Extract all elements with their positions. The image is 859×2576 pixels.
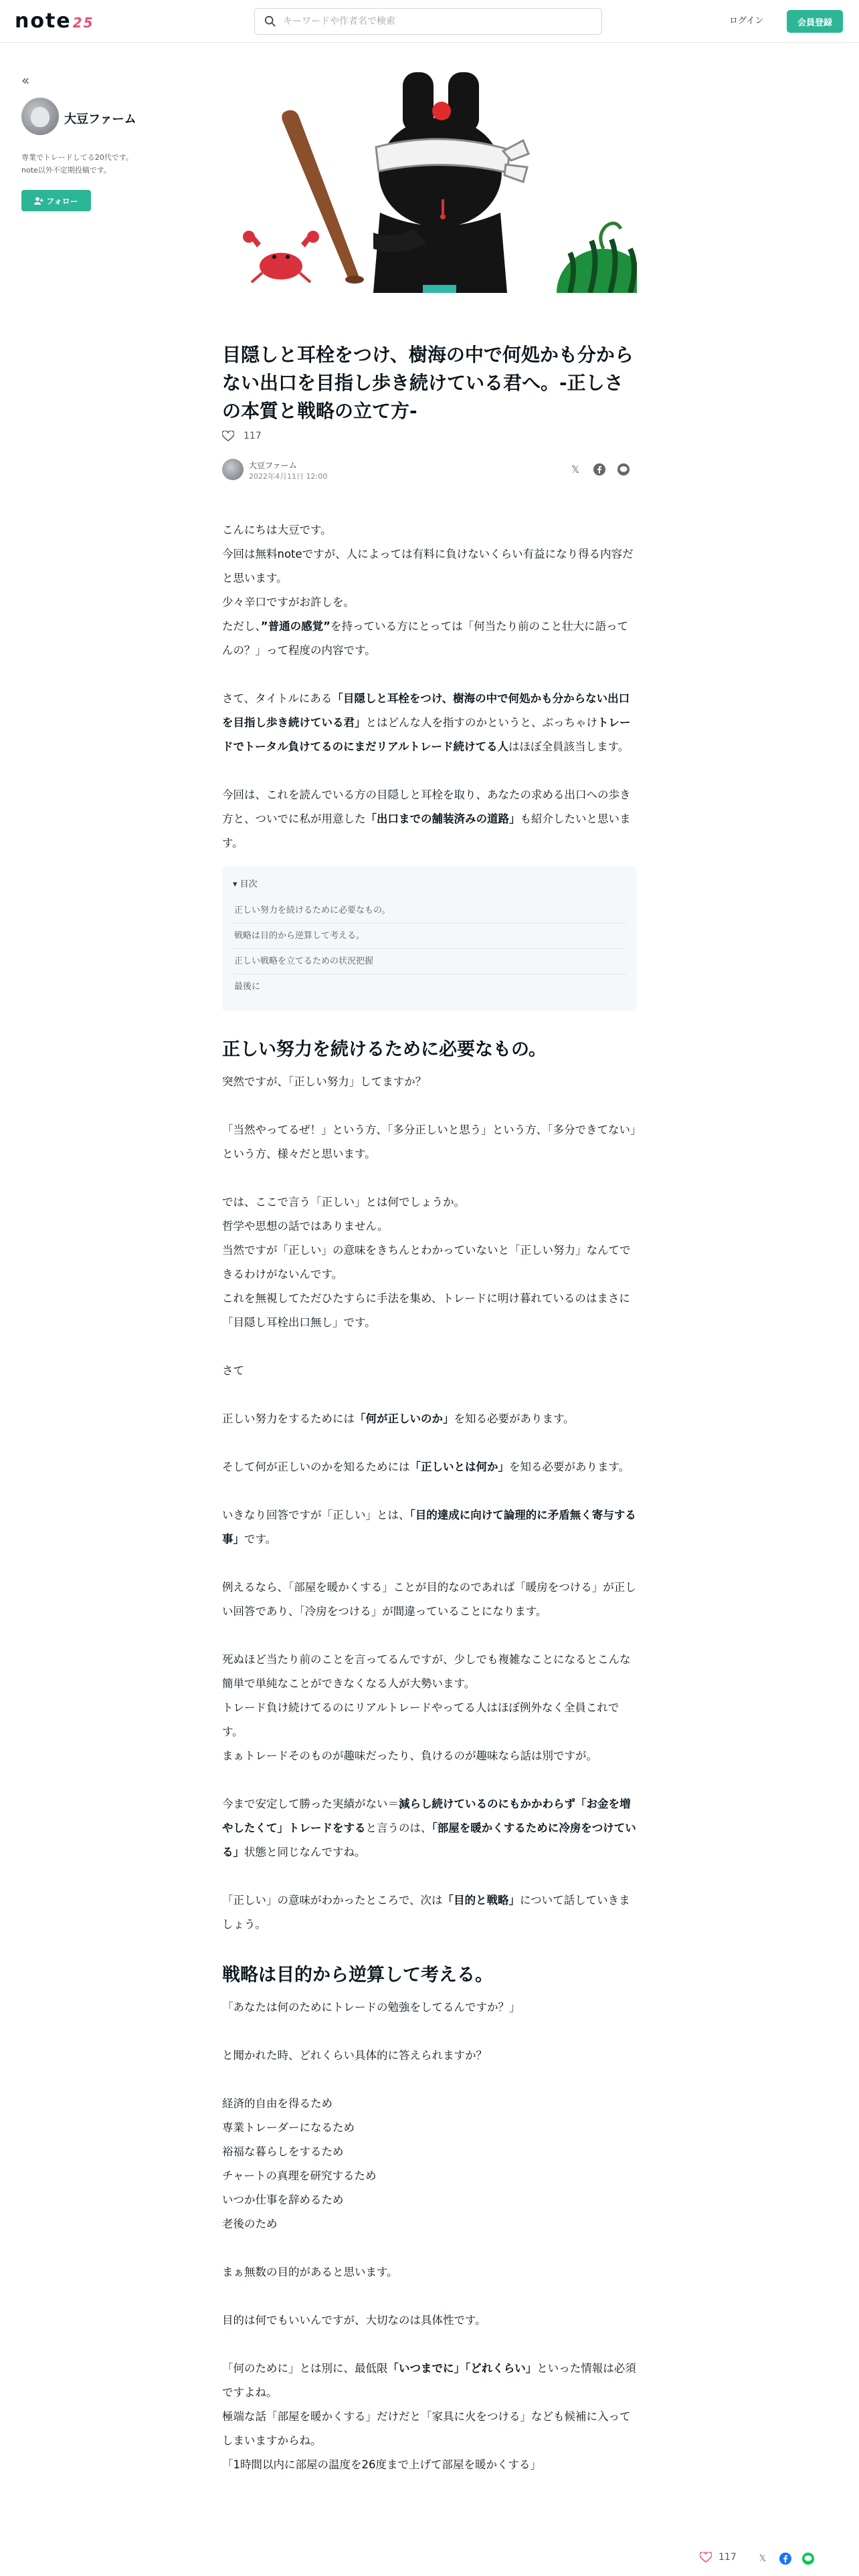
facebook-share-icon[interactable] <box>593 463 606 476</box>
x-share-icon[interactable]: 𝕏 <box>759 2553 767 2564</box>
article-body: こんにちは大豆です。 今回は無料noteですが、人によっては有料に負けないくらい有益になり得る内容だと思います。 少々辛口ですがお許しを。 ただし、”普通の感覚”を持っている方にとっては「何当たり前のこと壮大に語ってんの？」って程度の内容です。 さて、タイトルにある「目隠しと耳栓をつけ、樹海の中で何処かも分からない出口を目指し歩き続けている君」とはどんな人を指すのかというと、ぶっちゃけトレードでトータル負けてるのにまだリアルトレード続けてる人はほぼ全員該当します。 今回は、これを読んでいる方の目隠しと耳栓を取り、あなたの求める出口への歩き方と、ついでに私が用意した「出口までの舗装済みの道路」も紹介したいと思います。 ▾ 目次 正しい努力を続けるために必要なもの。 戦略は目的から逆算して考える。 正しい戦略を立てるための状況把握 最後に 正しい努力を続けるために必要なもの。 突然ですが、「正しい努力」してますか？ 「当然やってるぜ！」という方、「多分正しいと思う」という方、「多分できてない」という方、様々だと思います。 では、ここで言う「正しい」とは何でしょうか。 哲学や思想の話ではありません。 当然ですが「正しい」の意味をきちんとわかっていないと「正しい努力」なんてできるわけがないんです。 これを無視してただひたすらに手法を集め、トレードに明け暮れているのはまさに「目隠し耳栓出口無し」です。 さて 正しい努力をするためには「何が正しいのか」を知る必要があります。 そして何が正しいのかを知るためには「正しいとは何か」を知る必要があります。 いきなり回答ですが「正しい」とは、「目的達成に向けて論理的に矛盾無く寄与する事」です。 例えるなら、「部屋を暖かくする」ことが目的なのであれば「暖房をつける」が正しい回答であり、「冷房をつける」が間違っていることになります。 死ぬほど当たり前のことを言ってるんですが、少しでも複雑なことになるとこんな簡単で単純なことができなくなる人が大勢います。 トレード負け続けてるのにリアルトレードやってる人はほぼ例外なく全員これです。 まぁトレードそのものが趣味だったり、負けるのが趣味なら話は別ですが。 今まで安定して勝った実績がない＝減らし続けているのにもかかわらず「お金を増やしたくて」トレードをすると言うのは、「部屋を暖かくするために冷房をつけている」状態と同じなんですね。 「正しい」の意味がわかったところで、次は「目的と戦略」について話していきましょう。 戦略は目的から逆算して考える。 「あなたは何のためにトレードの勉強をしてるんですか？」 と聞かれた時、どれくらい具体的に答えられますか？ 経済的自由を得るため 専業トレーダーになるため 裕福な暮らしをするため チャートの真理を研究するため いつか仕事を辞めるため 老後のため まぁ無数の目的があると思います。 目的は何でもいいんですが、大切なのは具体性です。 「何のために」とは別に、最低限「いつまでに」「どれくらい」といった情報は必須ですよね。 極端な話「部屋を暖かくする」だけだと「家具に火をつける」なども候補に入ってしまいますからね。 「1時間以内に部屋の温度を26度まで上げて部屋を暖かくする」 <box>222 524 636 2471</box>
share-buttons <box>569 463 630 476</box>
heart-icon[interactable] <box>700 2552 712 2563</box>
bottom-action-bar <box>0 2541 859 2576</box>
list-item: いつか仕事を辞めるため <box>222 2193 344 2206</box>
x-share-icon[interactable]: 𝕏 <box>571 463 580 475</box>
author-avatar[interactable] <box>21 98 59 135</box>
bottom-like[interactable] <box>700 2552 737 2563</box>
section-heading: 正しい努力を続けるために必要なもの。 <box>222 1039 547 1060</box>
byline-avatar[interactable] <box>222 459 244 480</box>
like-count[interactable]: 117 <box>244 431 262 441</box>
list-item: 専業トレーダーになるため <box>222 2121 355 2134</box>
author-bio: 専業でトレードしてる20代です。 note以外不定期投稿です。 <box>21 153 133 175</box>
signup-button[interactable]: 会員登録 <box>787 10 843 33</box>
cat-photo-icon <box>31 107 50 127</box>
toc-item[interactable]: 戦略は目的から逆算して考える。 <box>233 924 626 949</box>
toc-item[interactable]: 正しい努力を続けるために必要なもの。 <box>233 898 626 924</box>
list-item: チャートの真理を研究するため <box>222 2169 377 2182</box>
line-share-icon[interactable] <box>801 2552 815 2565</box>
toc-toggle[interactable]: ▾ 目次 <box>233 879 258 889</box>
list-item: 経済的自由を得るため <box>222 2097 332 2110</box>
search-icon <box>264 15 276 27</box>
search-box[interactable] <box>254 8 602 35</box>
login-link[interactable]: ログイン <box>729 16 764 26</box>
collapse-sidebar-icon[interactable]: « <box>21 72 30 88</box>
add-user-icon <box>34 197 43 205</box>
toc-item[interactable]: 正しい戦略を立てるための状況把握 <box>233 949 626 974</box>
line-share-icon[interactable] <box>617 463 630 476</box>
top-header <box>0 0 859 43</box>
heart-icon[interactable] <box>222 431 234 441</box>
bottom-share-icons <box>756 2552 815 2565</box>
bottom-like-count[interactable]: 117 <box>719 2552 737 2563</box>
search-input[interactable] <box>283 16 591 27</box>
list-item: 裕福な暮らしをするため <box>222 2145 344 2158</box>
byline-author-name[interactable]: 大豆ファーム <box>249 461 297 470</box>
sidebar-author-name[interactable]: 大豆ファーム <box>64 112 136 126</box>
note-logo[interactable]: note 25 <box>15 9 94 33</box>
like-area <box>222 431 262 441</box>
list-item: 老後のため <box>222 2218 278 2230</box>
follow-button[interactable]: フォロー <box>21 190 91 211</box>
facebook-share-icon[interactable] <box>779 2552 792 2565</box>
toc-item[interactable]: 最後に <box>234 982 261 992</box>
publish-date: 2022年4月11日 12:00 <box>249 472 328 481</box>
article-title: 目隠しと耳栓をつけ、樹海の中で何処かも分からない出口を目指し歩き続けている君へ。-正しさの本質と戦略の立て方- <box>222 344 634 422</box>
hero-illustration <box>222 72 637 293</box>
table-of-contents <box>222 866 637 1011</box>
section-heading: 戦略は目的から逆算して考える。 <box>222 1965 493 1985</box>
